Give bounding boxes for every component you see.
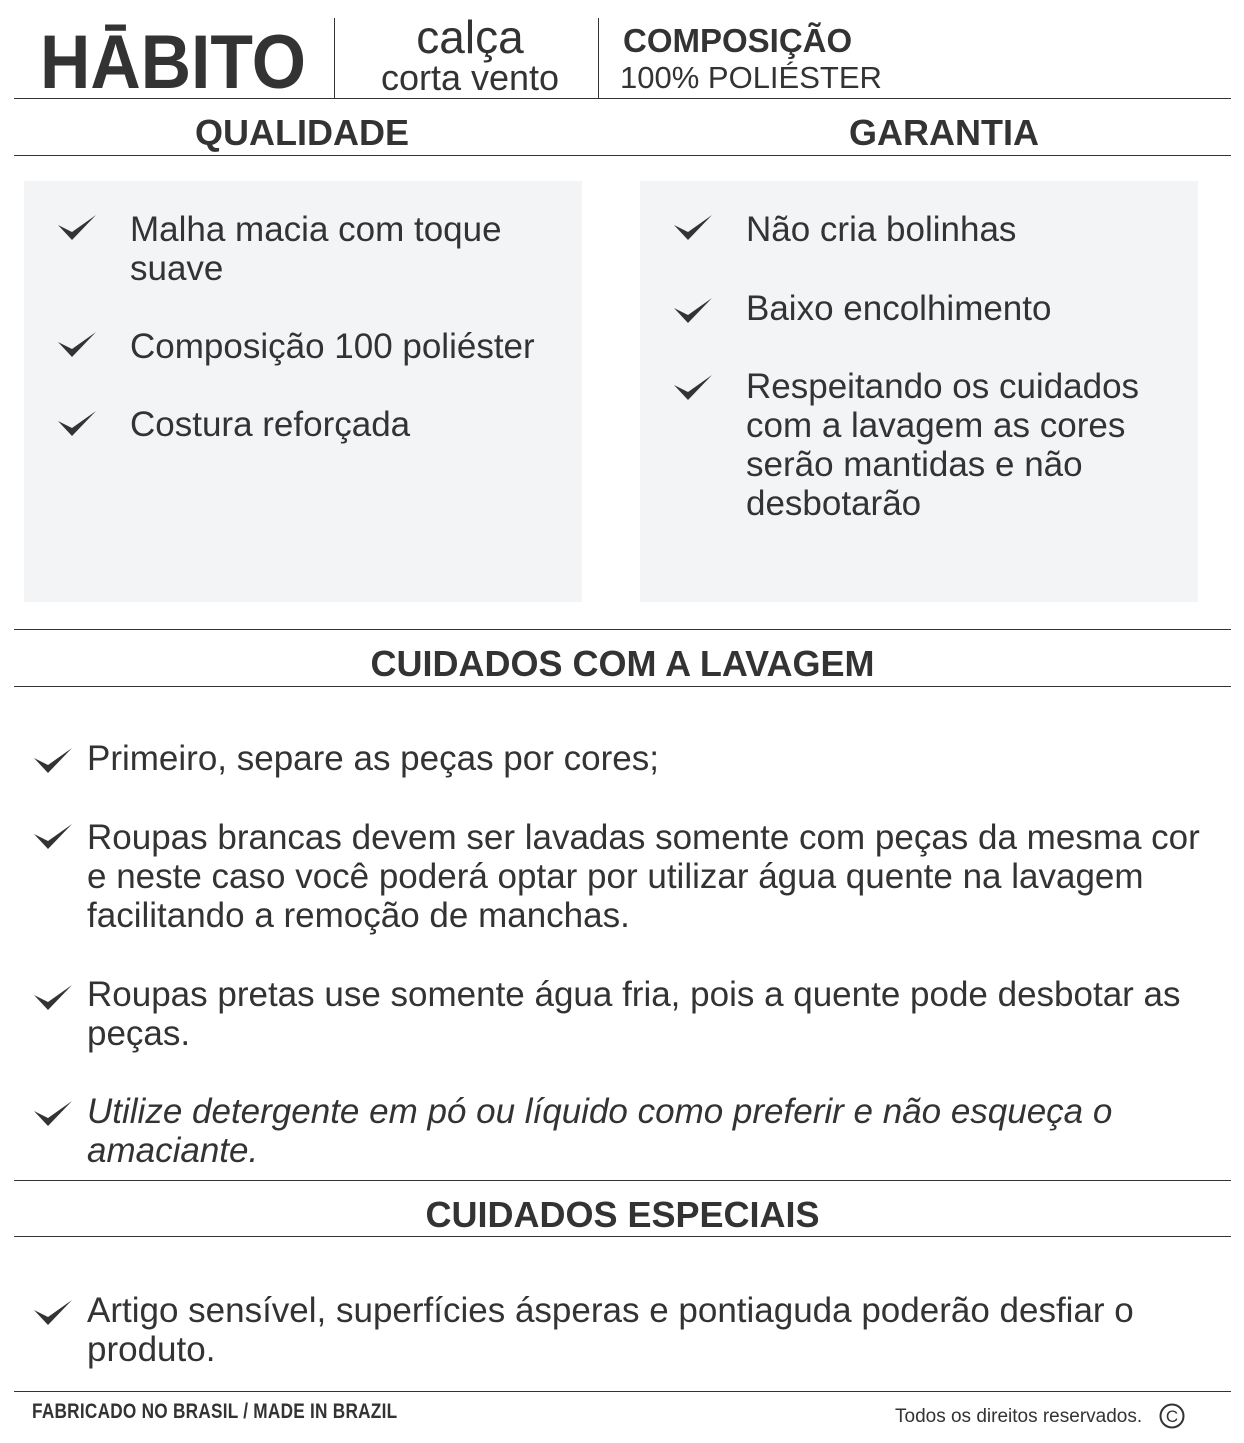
especiais-item: Artigo sensível, superfícies ásperas e pontiaguda poderão desfiar o produto. (87, 1291, 1134, 1369)
header-divider-1 (334, 18, 335, 98)
header-divider-2 (598, 18, 599, 98)
made-in-label: FABRICADO NO BRASIL / MADE IN BRAZIL (32, 1400, 398, 1423)
divider (14, 98, 1231, 99)
section-title-lavagem: CUIDADOS COM A LAVAGEM (370, 643, 875, 684)
checkmark-icon (32, 982, 74, 1012)
divider (14, 1391, 1231, 1392)
divider (14, 155, 1231, 156)
checkmark-icon (32, 821, 74, 851)
checkmark-icon (32, 745, 74, 775)
garantia-item: Baixo encolhimento (746, 289, 1052, 328)
lavagem-item: Utilize detergente em pó ou líquido como preferir e não esqueça o amaciante. (87, 1092, 1113, 1170)
copyright-letter: C (1165, 1407, 1179, 1426)
qualidade-item: Malha macia com toque suave (130, 210, 502, 288)
lavagem-item: Roupas brancas devem ser lavadas somente com peças da mesma cor e neste caso você poderá optar por utilizar água quente na lavagem facilitando a remoção de manchas. (87, 818, 1200, 935)
checkmark-icon (56, 212, 98, 242)
product-type (345, 11, 595, 98)
brand-logo (40, 14, 310, 96)
qualidade-item: Costura reforçada (130, 405, 411, 444)
checkmark-icon (56, 408, 98, 438)
composition-value: 100% POLIÉSTER (620, 60, 882, 95)
product-name: calça (416, 11, 524, 63)
checkmark-icon (32, 1098, 74, 1128)
checkmark-icon (672, 372, 714, 402)
lavagem-item: Primeiro, separe as peças por cores; (87, 739, 659, 778)
divider (14, 629, 1231, 630)
garantia-item: Respeitando os cuidados com a lavagem as cores serão mantidas e não desbotarão (746, 367, 1140, 523)
copyright-icon (1159, 1403, 1185, 1429)
lavagem-item: Roupas pretas use somente água fria, pois a quente pode desbotar as peças. (87, 975, 1181, 1053)
checkmark-icon (672, 295, 714, 325)
rights-label: Todos os direitos reservados. (895, 1406, 1143, 1427)
section-title-qualidade: QUALIDADE (195, 112, 409, 153)
section-title-garantia: GARANTIA (849, 112, 1039, 153)
composition-title: COMPOSIÇÃO (623, 22, 853, 59)
divider (14, 686, 1231, 687)
brand-name: HĀBITO (40, 20, 306, 96)
checkmark-icon (56, 329, 98, 359)
checkmark-icon (672, 212, 714, 242)
qualidade-item: Composição 100 poliéster (130, 327, 535, 366)
checkmark-icon (32, 1297, 74, 1327)
section-title-especiais: CUIDADOS ESPECIAIS (425, 1194, 820, 1235)
product-subtitle: corta vento (380, 57, 560, 98)
garantia-item: Não cria bolinhas (746, 210, 1017, 249)
divider (14, 1236, 1231, 1237)
divider (14, 1180, 1231, 1181)
